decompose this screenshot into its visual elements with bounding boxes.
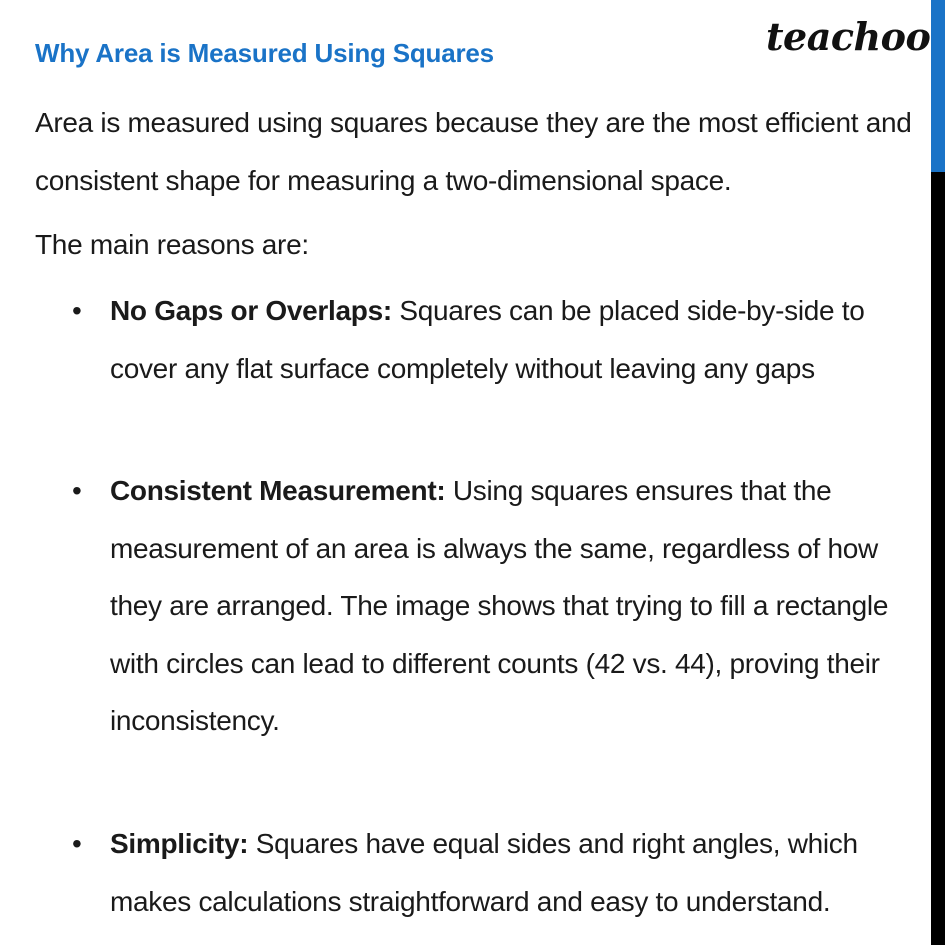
- bullet-text: [110, 462, 930, 750]
- bullet-label: Simplicity:: [110, 828, 249, 859]
- reasons-heading: The main reasons are:: [35, 229, 309, 260]
- bullet-body: Squares can be placed side-by-side to cover any flat surface completely without leaving any gaps: [110, 295, 865, 384]
- sidebar-accent-blue: [931, 0, 945, 172]
- page-title: Why Area is Measured Using Squares: [35, 38, 494, 68]
- bullet-dot: •: [72, 295, 82, 326]
- bullet-text: [110, 815, 930, 930]
- intro-paragraph: Area is measured using squares because they are the most efficient and consistent shape for measuring a two-dimensional space.: [35, 107, 912, 196]
- bullet-dot: •: [72, 828, 82, 859]
- teachoo-logo: teachoo: [766, 14, 931, 59]
- bullet-body: Using squares ensures that the measurement of an area is always the same, regardless of how they are arranged. The image shows that trying to fill a rectangle with circles can lead to different counts (42 vs. 44), proving their inconsistency.: [110, 475, 889, 736]
- sidebar-accent-black: [931, 172, 945, 945]
- bullet-label: Consistent Measurement:: [110, 475, 446, 506]
- bullet-text: [110, 282, 930, 397]
- bullet-body: Squares have equal sides and right angles, which makes calculations straightforward and easy to understand.: [110, 828, 858, 917]
- bullet-label: No Gaps or Overlaps:: [110, 295, 392, 326]
- bullet-dot: •: [72, 475, 82, 506]
